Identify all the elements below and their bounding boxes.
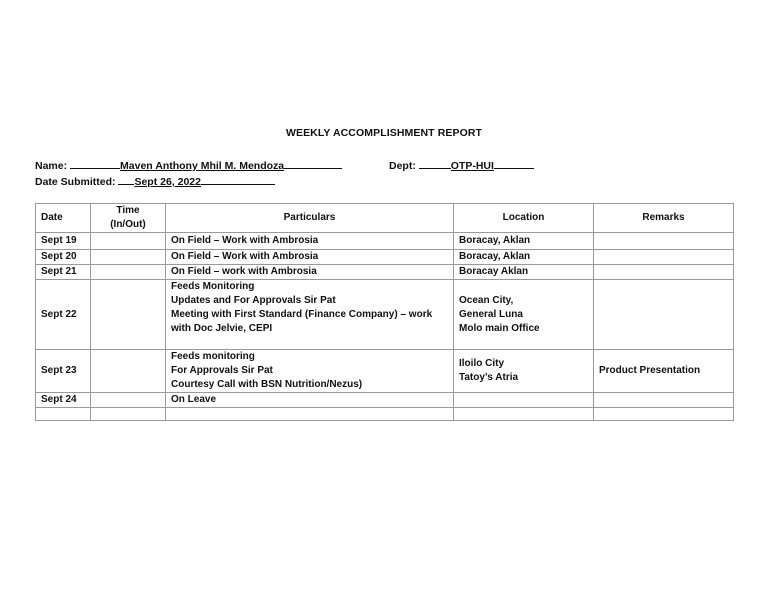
date-submitted-line	[35, 174, 275, 188]
cell-time	[91, 393, 166, 408]
header-time-line-1: Time	[116, 205, 140, 216]
cell-date: Sept 22	[36, 280, 91, 350]
header-location: Location	[454, 204, 594, 233]
name-underline-trail	[284, 158, 342, 169]
particulars-line: Feeds Monitoring	[171, 281, 255, 292]
particulars-line: Courtesy Call with BSN Nutrition/Nezus)	[171, 379, 363, 390]
cell-particulars: On Field – Work with Ambrosia	[166, 233, 454, 250]
dept-label: Dept:	[389, 160, 416, 172]
location-line: General Luna	[459, 308, 523, 320]
cell-particulars	[166, 280, 454, 350]
location-line: Molo main Office	[459, 322, 540, 334]
cell-remarks: Product Presentation	[594, 350, 734, 393]
cell-location	[454, 393, 594, 408]
table-row	[36, 265, 734, 280]
particulars-line: For Approvals Sir Pat	[171, 365, 273, 376]
cell-particulars: On Field – work with Ambrosia	[166, 265, 454, 280]
report-title: WEEKLY ACCOMPLISHMENT REPORT	[285, 127, 483, 139]
accomplishment-table	[35, 203, 734, 421]
cell-remarks	[594, 250, 734, 265]
cell-location	[454, 350, 594, 393]
dept-line	[389, 158, 534, 172]
particulars-line: with Doc Jelvie, CEPI	[171, 323, 273, 334]
cell-remarks	[594, 393, 734, 408]
cell-remarks	[594, 280, 734, 350]
cell-date: Sept 21	[36, 265, 91, 280]
cell-date: Sept 20	[36, 250, 91, 265]
name-label: Name:	[35, 160, 68, 172]
dept-value: OTP-HUI	[450, 160, 494, 172]
cell-particulars	[166, 350, 454, 393]
location-line: Tatoy’s Atria	[459, 372, 519, 383]
cell-particulars: On Field – Work with Ambrosia	[166, 250, 454, 265]
cell-location: Boracay, Aklan	[454, 250, 594, 265]
particulars-line: Updates and For Approvals Sir Pat	[171, 295, 336, 306]
table-row	[36, 233, 734, 250]
cell-location	[454, 280, 594, 350]
header-time-line-2: (In/Out)	[110, 219, 146, 230]
particulars-line: Meeting with First Standard (Finance Company) – work	[171, 309, 433, 320]
cell-time	[91, 265, 166, 280]
cell-time	[91, 350, 166, 393]
cell-time	[91, 280, 166, 350]
table-row	[36, 250, 734, 265]
name-underline-lead	[70, 158, 120, 169]
cell-date: Sept 23	[36, 350, 91, 393]
cell-location: Boracay, Aklan	[454, 233, 594, 250]
header-remarks: Remarks	[594, 204, 734, 233]
header-date: Date	[36, 204, 91, 233]
table-row	[36, 350, 734, 393]
cell-time	[91, 250, 166, 265]
name-value: Maven Anthony Mhil M. Mendoza	[120, 160, 285, 172]
cell-remarks	[594, 408, 734, 421]
cell-time	[91, 408, 166, 421]
header-particulars: Particulars	[166, 204, 454, 233]
cell-remarks	[594, 233, 734, 250]
cell-date: Sept 19	[36, 233, 91, 250]
cell-particulars: On Leave	[166, 393, 454, 408]
cell-particulars	[166, 408, 454, 421]
dept-underline-lead	[419, 158, 451, 169]
name-line	[35, 158, 342, 172]
cell-date	[36, 408, 91, 421]
cell-location: Boracay Aklan	[454, 265, 594, 280]
header-time	[91, 204, 166, 233]
cell-location	[454, 408, 594, 421]
location-line: Ocean City,	[459, 294, 514, 306]
location-line: Iloilo City	[459, 358, 504, 369]
cell-remarks	[594, 265, 734, 280]
date-submitted-value: Sept 26, 2022	[134, 176, 201, 188]
cell-time	[91, 233, 166, 250]
dept-underline-trail	[494, 158, 534, 169]
date-underline-trail	[201, 174, 275, 185]
table-header-row	[36, 204, 734, 233]
table-row	[36, 393, 734, 408]
date-submitted-label: Date Submitted:	[35, 176, 116, 188]
particulars-line: Feeds monitoring	[171, 351, 255, 362]
cell-date: Sept 24	[36, 393, 91, 408]
table-row	[36, 408, 734, 421]
table-row	[36, 280, 734, 350]
date-underline-lead	[118, 174, 134, 185]
